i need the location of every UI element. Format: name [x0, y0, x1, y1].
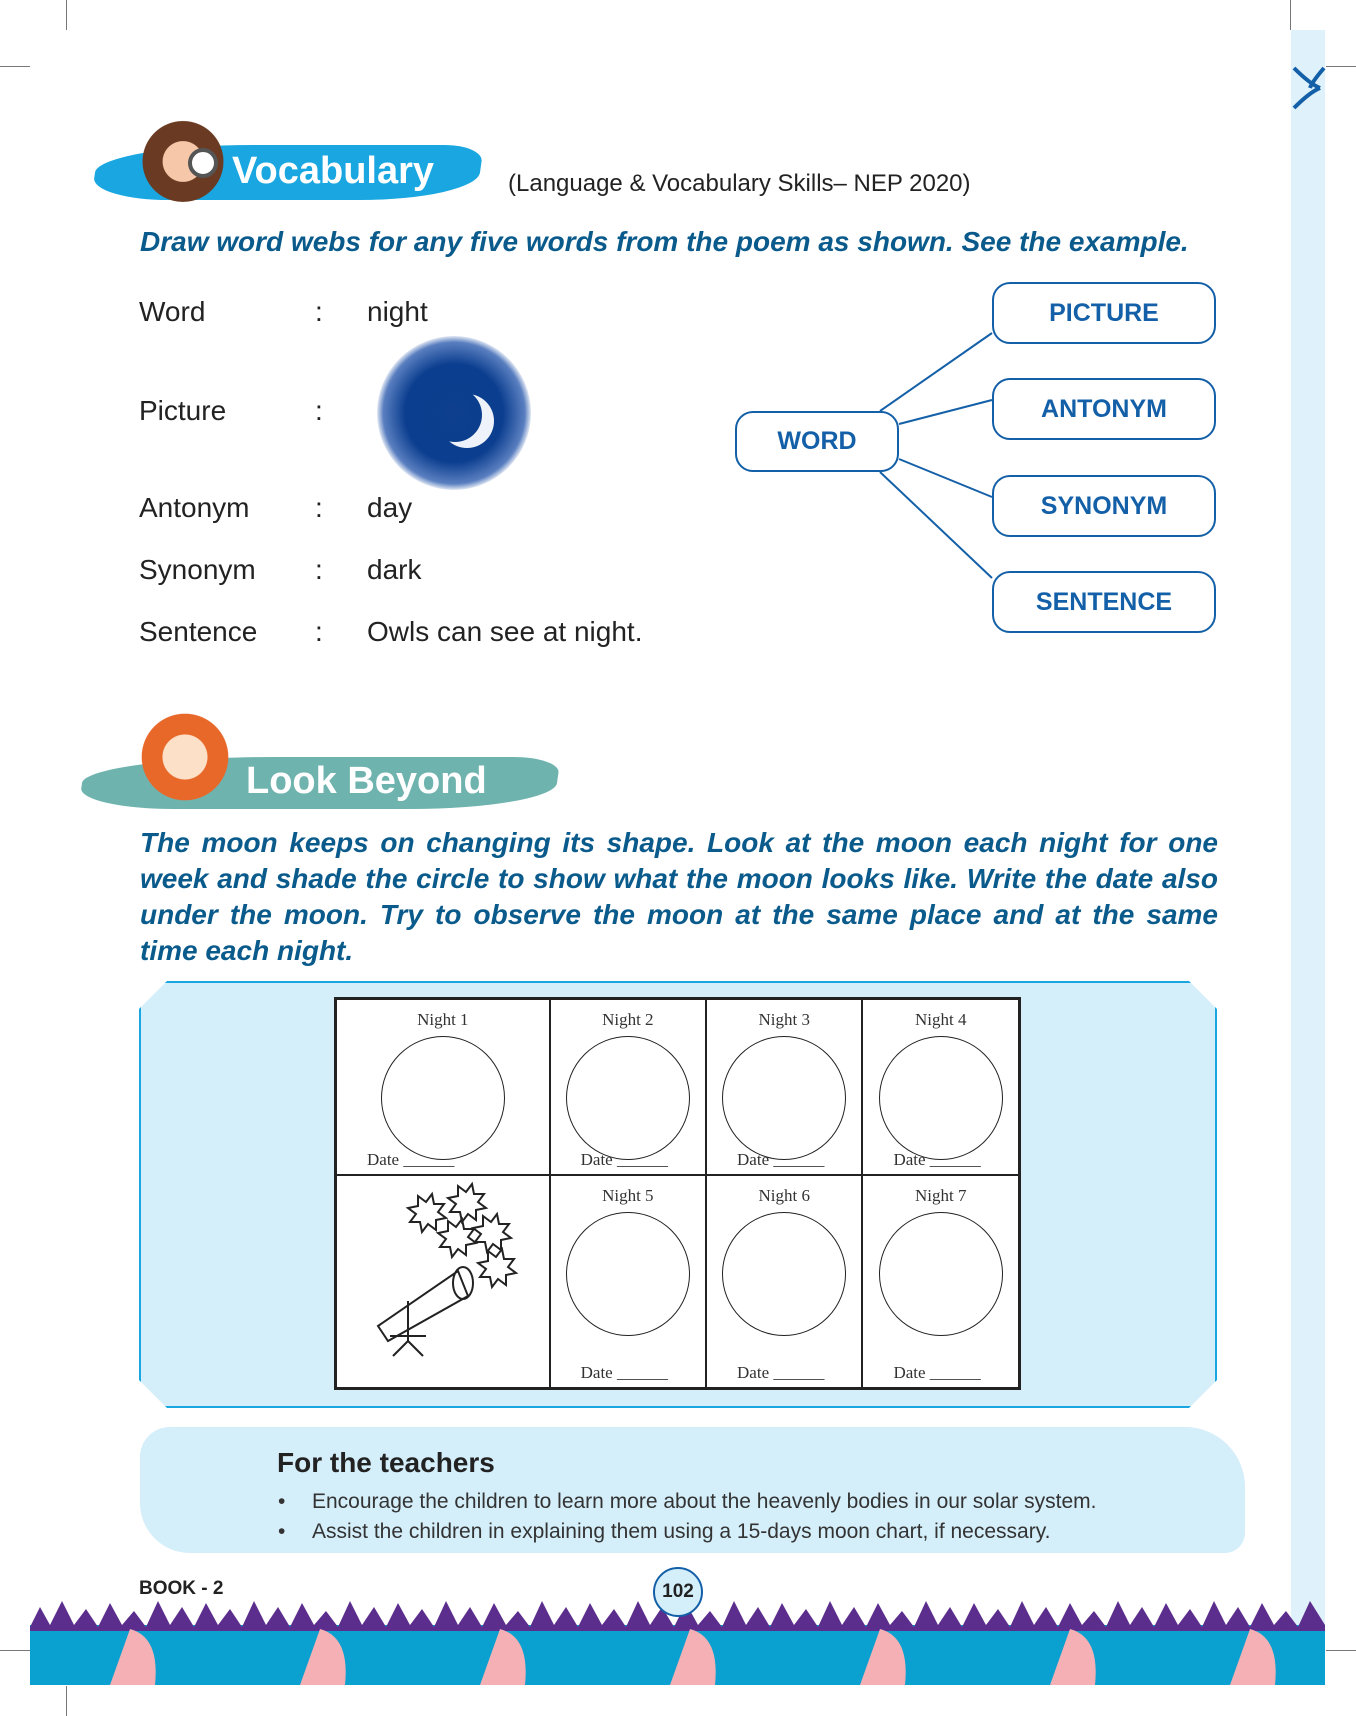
row-label: Picture: [139, 395, 227, 426]
date-field[interactable]: Date ______: [893, 1149, 981, 1169]
date-field[interactable]: Date ______: [580, 1363, 668, 1382]
teacher-bullet: [278, 1490, 1096, 1514]
moon-circle[interactable]: [566, 1036, 690, 1160]
night-label: Night 1: [417, 1010, 469, 1029]
date-field[interactable]: Date ______: [893, 1363, 981, 1382]
section-subtitle: (Language & Vocabulary Skills– NEP 2020): [508, 170, 971, 197]
row-label: Synonym: [139, 554, 256, 585]
row-label: Antonym: [139, 492, 250, 523]
crop-mark: [66, 1686, 67, 1716]
night-cell[interactable]: [706, 1175, 862, 1389]
night-label: Night 7: [914, 1185, 967, 1205]
web-picture-box: PICTURE: [992, 282, 1216, 344]
row-label: Sentence: [139, 616, 258, 647]
night-label: Night 4: [914, 1010, 967, 1029]
moon-circle[interactable]: [381, 1036, 505, 1160]
date-field[interactable]: Date ______: [737, 1149, 825, 1169]
date-field[interactable]: Date ______: [737, 1363, 825, 1382]
moon-circle[interactable]: [879, 1212, 1003, 1336]
night-label: Night 2: [602, 1010, 654, 1029]
row-label: Word: [139, 296, 206, 327]
row-value: night: [367, 296, 428, 327]
date-field[interactable]: Date ______: [580, 1149, 668, 1169]
web-synonym-box: SYNONYM: [992, 475, 1216, 537]
row-value: day: [367, 492, 413, 523]
vocabulary-instruction: Draw word webs for any five words from the poem as shown. See the example.: [140, 226, 1189, 257]
page-number: 102: [653, 1567, 703, 1617]
crop-mark: [0, 1650, 30, 1651]
moon-circle[interactable]: [879, 1036, 1003, 1160]
web-antonym-box: ANTONYM: [992, 378, 1216, 440]
moon-observation-table: [334, 997, 1021, 1390]
colon: :: [315, 554, 323, 585]
telescope-with-stars-icon: [358, 1176, 528, 1366]
colon: :: [315, 395, 323, 426]
colon: :: [315, 296, 323, 327]
date-field[interactable]: Date ______: [367, 1149, 455, 1169]
moon-circle[interactable]: [722, 1212, 846, 1336]
bullet-icon: •: [278, 1490, 286, 1513]
look-beyond-instruction: The moon keeps on changing its shape. Look at the moon each night for one week and shade the circle to show what the moon looks like. Write the date also under the moon. Try to observe the moon at the same place and at the same time each night.: [140, 827, 1218, 966]
girl-illustration: [136, 708, 234, 806]
row-value: dark: [367, 554, 422, 585]
book-label: BOOK - 2: [139, 1578, 224, 1599]
vocabulary-title: Vocabulary: [232, 150, 435, 192]
crop-mark: [1326, 1650, 1356, 1651]
telescope-cell: [336, 1175, 550, 1389]
web-sentence-box: SENTENCE: [992, 571, 1216, 633]
night-cell[interactable]: [550, 999, 706, 1175]
moon-circle[interactable]: [566, 1212, 690, 1336]
bullet-text: Assist the children in explaining them using a 15-days moon chart, if necessary.: [312, 1520, 1051, 1543]
colon: :: [315, 616, 323, 647]
bullet-text: Encourage the children to learn more about the heavenly bodies in our solar system.: [312, 1490, 1097, 1513]
night-cell[interactable]: [862, 1175, 1019, 1389]
row-value: Owls can see at night.: [367, 616, 643, 647]
night-label: Night 3: [758, 1010, 810, 1029]
colon: :: [315, 492, 323, 523]
teacher-bullet: [278, 1520, 1051, 1544]
teachers-title: For the teachers: [277, 1447, 495, 1478]
night-cell[interactable]: [706, 999, 862, 1175]
night-label: Night 6: [758, 1185, 810, 1205]
web-word-box: WORD: [735, 411, 899, 472]
night-cell[interactable]: [336, 999, 550, 1175]
look-beyond-title: Look Beyond: [246, 760, 487, 802]
night-cell[interactable]: [862, 999, 1019, 1175]
moon-circle[interactable]: [722, 1036, 846, 1160]
night-label: Night 5: [602, 1185, 654, 1205]
night-cell[interactable]: [550, 1175, 706, 1389]
bullet-icon: •: [278, 1520, 286, 1543]
